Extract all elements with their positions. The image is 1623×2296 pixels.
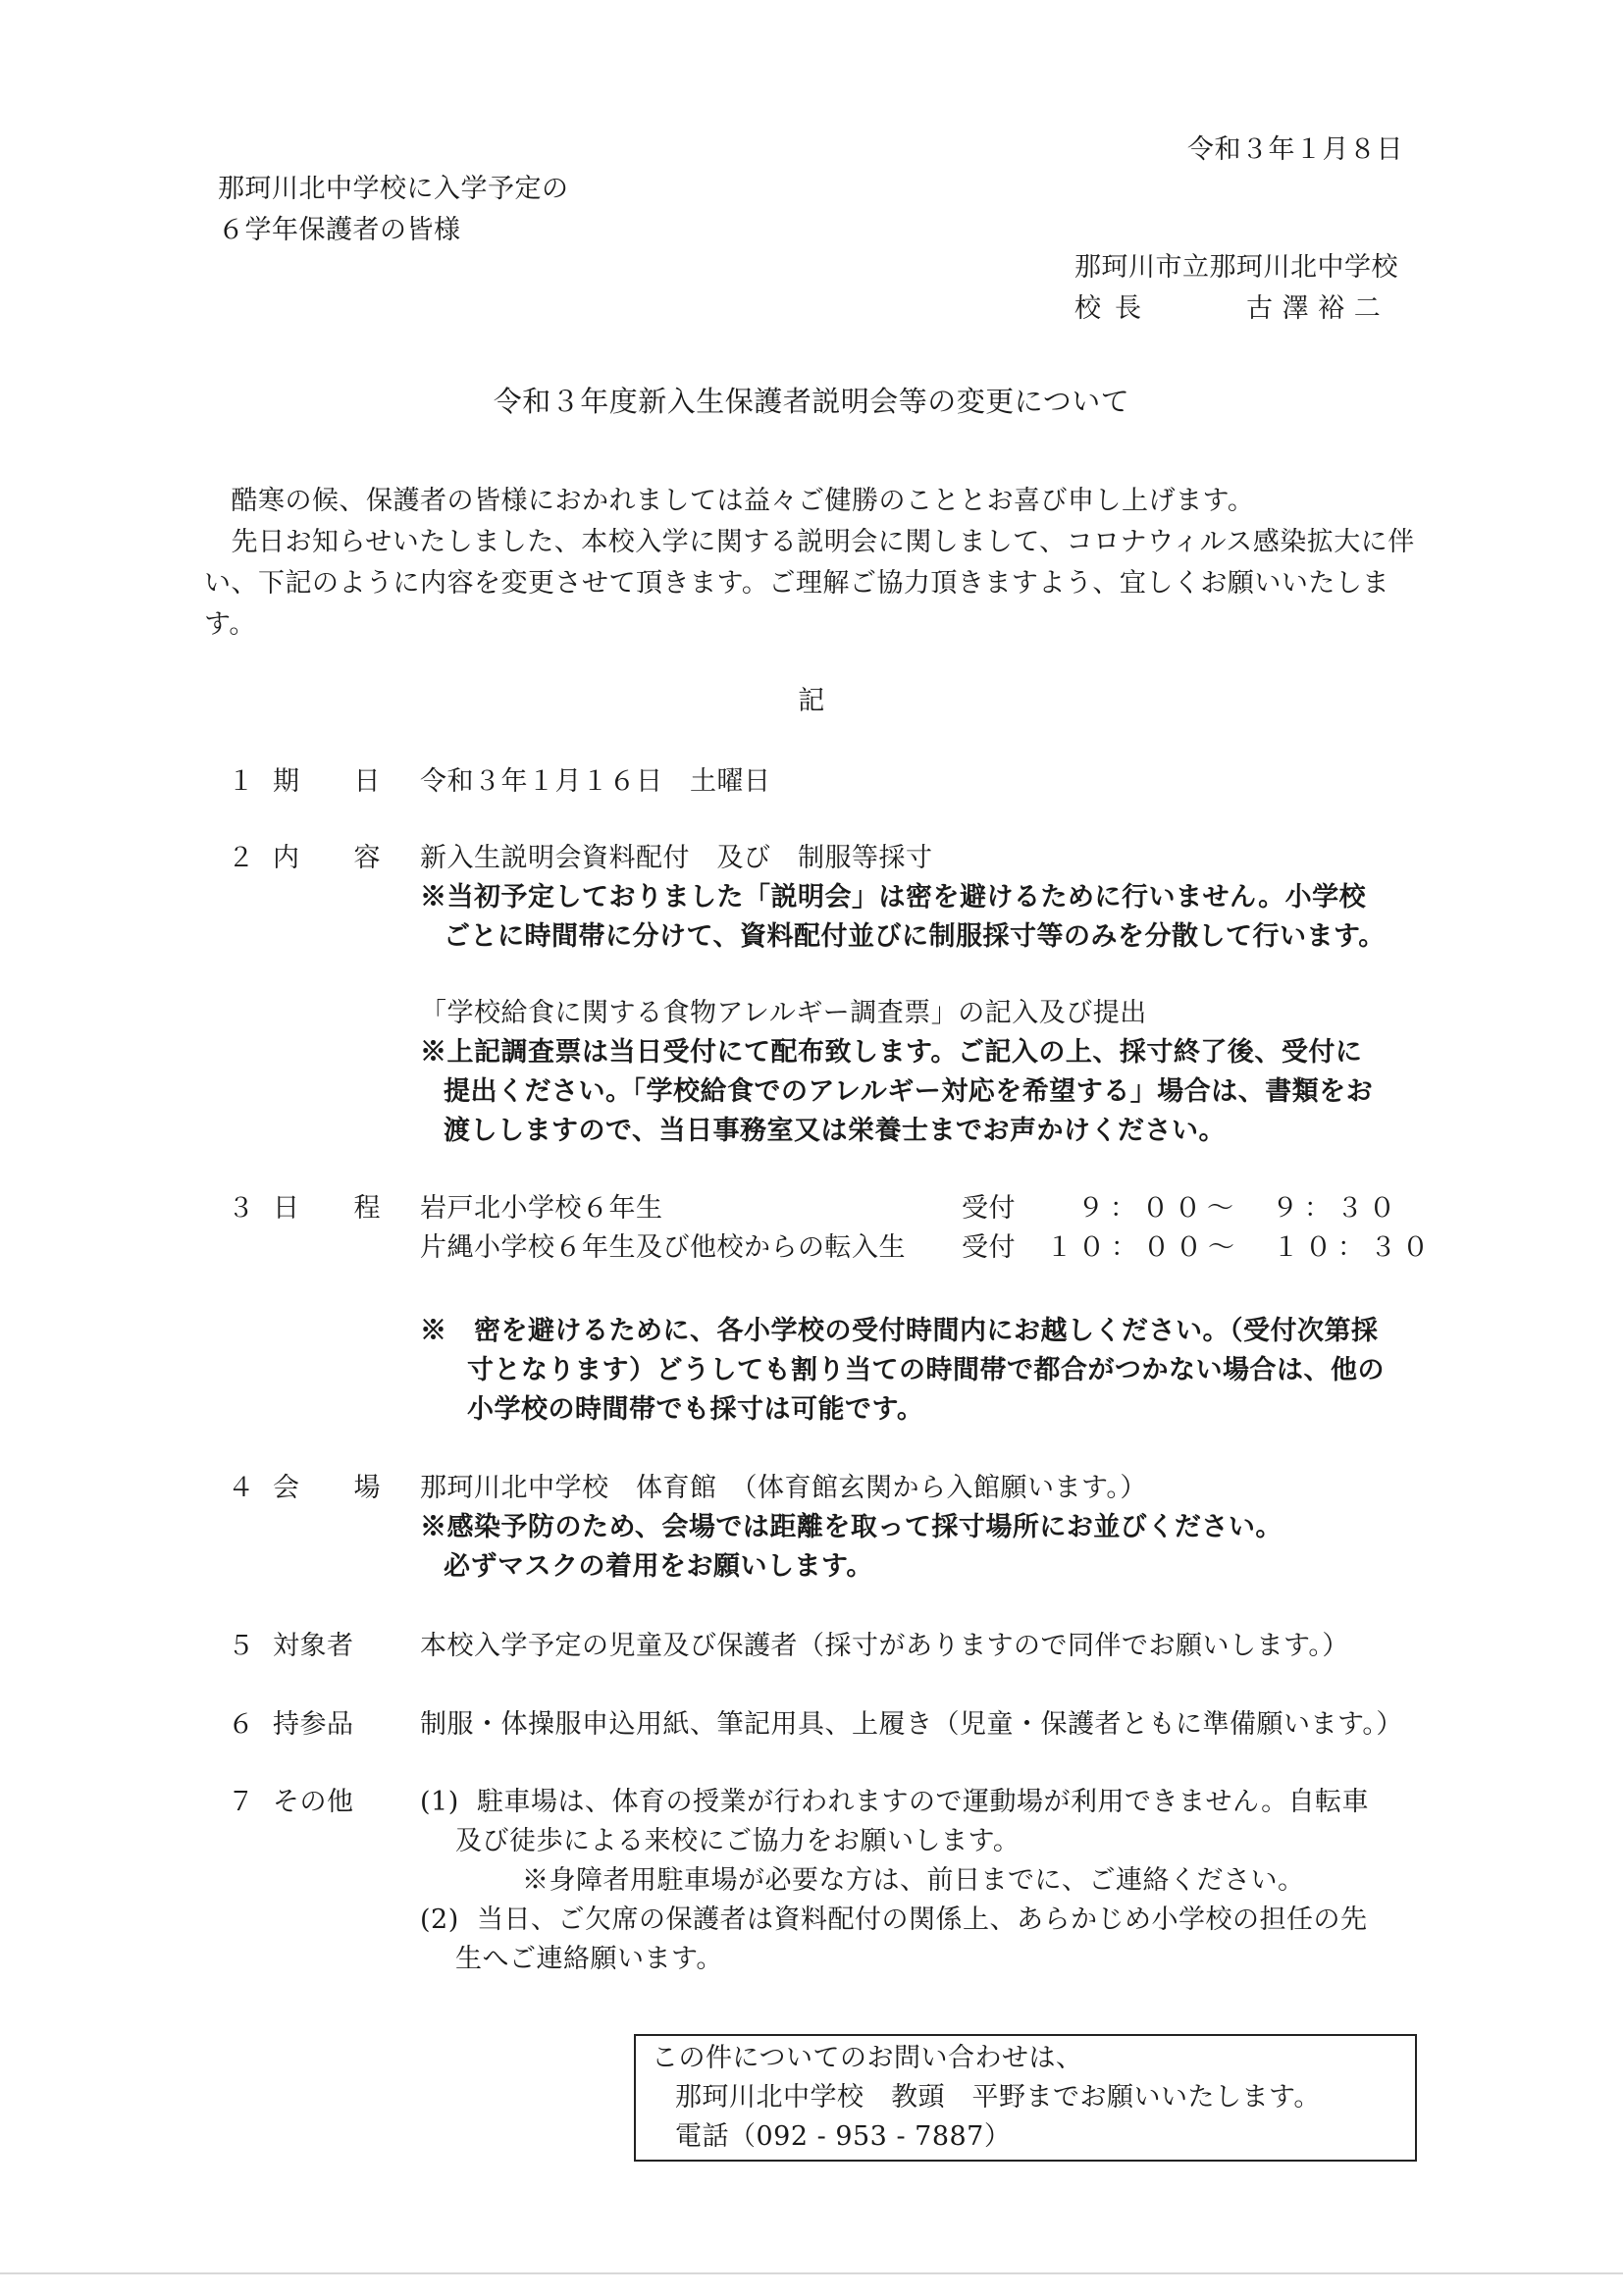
- contact-line-1: この件についてのお問い合わせは、: [652, 2043, 1083, 2073]
- item-2-line-2: 「学校給食に関する食物アレルギー調査票」の記入及び提出: [420, 998, 1147, 1028]
- item-7-number: ７: [228, 1787, 255, 1817]
- item-2-label-a: 内: [273, 843, 300, 873]
- item-4-label: [273, 1468, 381, 1509]
- sender-role: 校長: [1074, 293, 1155, 324]
- item-3-row-1-school: 岩戸北小学校６年生: [420, 1193, 663, 1224]
- item-3-note-b: 寸となります）どうしても割り当ての時間帯で都合がつかない場合は、他の: [467, 1355, 1385, 1385]
- item-5-label: 対象者: [273, 1631, 354, 1661]
- contact-line-2: 那珂川北中学校 教頭 平野までお願いいたします。: [675, 2082, 1321, 2113]
- contact-box: [634, 2034, 1417, 2162]
- intro-paragraph-2: 先日お知らせいたしました、本校入学に関する説明会に関しまして、コロナウィルス感染拡大に伴い、下記のように内容を変更させて頂きます。ご理解ご協力頂きますよう、宜しくお願いいたします。: [204, 527, 1415, 640]
- item-3-row-1-uketsuke: 受付: [962, 1193, 1016, 1224]
- item-3-label-b: 程: [353, 1193, 381, 1224]
- item-3-note-c: 小学校の時間帯でも採寸は可能です。: [467, 1394, 924, 1425]
- item-5-number: ５: [228, 1631, 255, 1661]
- item-1-label-b: 日: [353, 766, 381, 797]
- item-4-number: ４: [228, 1473, 255, 1503]
- item-1-label: [273, 761, 381, 803]
- item-7-p1-mark: (1): [420, 1787, 459, 1817]
- item-2-note-2b: 提出ください。「学校給食でのアレルギー対応を希望する」場合は、書類をお: [444, 1076, 1374, 1107]
- item-3-row-2-school: 片縄小学校６年生及び他校からの転入生: [420, 1232, 906, 1263]
- item-7-p1-line-a: 駐車場は、体育の授業が行われますので運動場が利用できません。自転車: [477, 1787, 1370, 1817]
- recipient-line-1: 那珂川北中学校に入学予定の: [218, 174, 569, 204]
- item-7-p1-note: ※身障者用駐車場が必要な方は、前日までに、ご連絡ください。: [522, 1865, 1305, 1896]
- item-7-p2-line-a: 当日、ご欠席の保護者は資料配付の関係上、あらかじめ小学校の担任の先: [477, 1905, 1368, 1935]
- item-7-p2-mark: (2): [420, 1905, 459, 1935]
- item-2-label: [273, 838, 381, 879]
- item-6-number: ６: [228, 1709, 255, 1740]
- item-7-p2-line-b: 生へご連絡願います。: [455, 1944, 723, 1974]
- item-2-note-1b: ごとに時間帯に分けて、資料配付並びに制服採寸等のみを分散して行います。: [444, 921, 1386, 952]
- item-5-text: 本校入学予定の児童及び保護者（採寸がありますので同伴でお願いします。）: [420, 1631, 1349, 1661]
- item-4-label-b: 場: [353, 1473, 381, 1503]
- item-4-note-a: ※感染予防のため、会場では距離を取って採寸場所にお並びください。: [420, 1512, 1283, 1542]
- item-2-note-2c: 渡ししますので、当日事務室又は栄養士までお声かけください。: [444, 1116, 1226, 1146]
- item-2-note-1a: ※当初予定しておりました「説明会」は密を避けるために行いません。小学校: [420, 882, 1367, 913]
- intro-paragraph-1: 酷寒の候、保護者の皆様におかれましては益々ご健勝のこととお喜び申し上げます。: [204, 486, 1255, 516]
- item-1-text: 令和３年１月１６日 土曜日: [420, 766, 771, 797]
- item-3-row-1-time: ９：００～ ９：３０: [1077, 1193, 1401, 1224]
- item-4-label-a: 会: [273, 1473, 300, 1503]
- document-date: 令和３年１月８日: [1187, 134, 1403, 165]
- sender-principal: [1074, 288, 1381, 330]
- item-3-label: [273, 1188, 381, 1229]
- item-2-label-b: 容: [353, 843, 381, 873]
- item-2-number: ２: [228, 843, 255, 873]
- item-3-row-2-time: １０：００～ １０：３０: [1046, 1232, 1435, 1263]
- item-7-p1-line-b: 及び徒歩による来校にご協力をお願いします。: [455, 1826, 1021, 1856]
- item-2-note-2a: ※上記調査票は当日受付にて配布致します。ご記入の上、採寸終了後、受付に: [420, 1037, 1363, 1068]
- document-title: 令和３年度新入生保護者説明会等の変更について: [493, 385, 1130, 418]
- item-6-label: 持参品: [273, 1709, 354, 1740]
- item-3-number: ３: [228, 1193, 255, 1224]
- item-4-note-b: 必ずマスクの着用をお願いします。: [444, 1551, 873, 1582]
- page-bottom-edge: [0, 2272, 1623, 2274]
- item-1-label-a: 期: [273, 766, 300, 797]
- sender-school: 那珂川市立那珂川北中学校: [1074, 252, 1398, 283]
- item-3-row-2-uketsuke: 受付: [962, 1232, 1016, 1263]
- item-2-line-1: 新入生説明会資料配付 及び 制服等採寸: [420, 843, 933, 873]
- recipient-line-2: ６学年保護者の皆様: [218, 215, 461, 245]
- item-3-note-a: ※ 密を避けるために、各小学校の受付時間内にお越しください。（受付次第採: [420, 1316, 1379, 1346]
- ki-heading: 記: [798, 686, 825, 716]
- item-3-label-a: 日: [273, 1193, 300, 1224]
- item-6-text: 制服・体操服申込用紙、筆記用具、上履き（児童・保護者ともに準備願います。）: [420, 1709, 1403, 1740]
- intro-body: [204, 481, 1440, 646]
- sender-name: 古 澤 裕 二: [1246, 293, 1382, 324]
- contact-phone: 電話（092 - 953 - 7887）: [675, 2121, 1012, 2152]
- item-1-number: １: [228, 766, 255, 797]
- item-4-line-1: 那珂川北中学校 体育館 （体育館玄関から入館願います。）: [420, 1473, 1147, 1503]
- item-7-label: その他: [273, 1787, 354, 1817]
